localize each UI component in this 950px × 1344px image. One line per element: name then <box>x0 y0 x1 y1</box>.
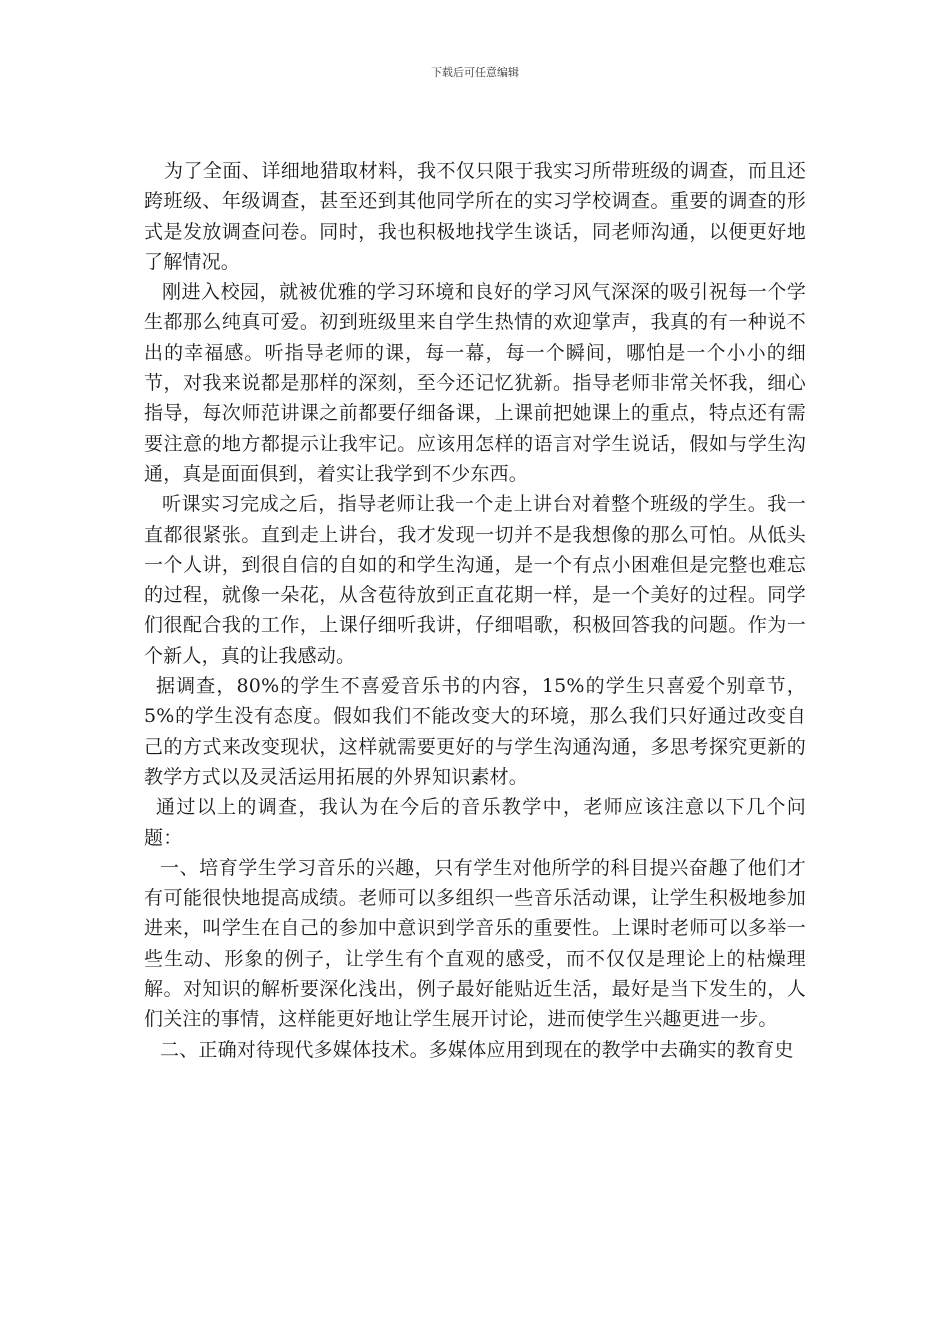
paragraph-point-one: 一、培育学生学习音乐的兴趣，只有学生对他所学的科目提兴奋趣了他们才有可能很快地提高成绩。老师可以多组织一些音乐活动课，让学生积极地参加进来，叫学生在自己的参加中意识到学音乐的重要性。上课时老师可以多举一些生动、形象的例子，让学生有个直观的感受，而不仅仅是理论上的枯燥理解。对知识的解析要深化浅出，例子最好能贴近生活，最好是当下发生的，人们关注的事情，这样能更好地让学生展开讨论，进而使学生兴趣更进一步。 <box>144 856 806 1031</box>
paragraph-conclusion-intro: 通过以上的调查，我认为在今后的音乐教学中，老师应该注意以下几个问题： <box>144 796 806 849</box>
paragraph-point-two: 二、正确对待现代多媒体技术。多媒体应用到现在的教学中去确实的教育史 <box>160 1038 794 1061</box>
document-body <box>144 156 806 1065</box>
paragraph-teaching-practice: 听课实习完成之后，指导老师让我一个走上讲台对着整个班级的学生。我一直都很紧张。直到走上讲台，我才发现一切并不是我想像的那么可怕。从低头一个人讲，到很自信的自如的和学生沟通，是一个有点小困难但是完整也难忘的过程，就像一朵花，从含苞待放到正直花期一样，是一个美好的过程。同学们很配合我的工作，上课仔细听我讲，仔细唱歌，积极回答我的问题。作为一个新人，真的让我感动。 <box>144 493 806 667</box>
paragraph-survey-method: 为了全面、详细地猎取材料，我不仅只限于我实习所带班级的调查，而且还跨班级、年级调查，甚至还到其他同学所在的实习学校调查。重要的调查的形式是发放调查问卷。同时，我也积极地找学生谈话，同老师沟通，以便更好地了解情况。 <box>144 160 806 273</box>
paragraph-campus-impression: 刚进入校园，就被优雅的学习环境和良好的学习风气深深的吸引祝每一个学生都那么纯真可爱。初到班级里来自学生热情的欢迎掌声，我真的有一种说不出的幸福感。听指导老师的课，每一幕，每一个瞬间，哪怕是一个小小的细节，对我来说都是那样的深刻，至今还记忆犹新。指导老师非常关怀我，细心指导，每次师范讲课之前都要仔细备课，上课前把她课上的重点，特点还有需要注意的地方都提示让我牢记。应该用怎样的语言对学生说话，假如与学生沟通，真是面面俱到，着实让我学到不少东西。 <box>144 281 806 485</box>
page-header: 下载后可任意编辑 <box>431 66 519 79</box>
paragraph-survey-results: 据调查，80%的学生不喜爱音乐书的内容，15%的学生只喜爱个别章节，5%的学生没有态度。假如我们不能改变大的环境，那么我们只好通过改变自己的方式来改变现状，这样就需要更好的与学生沟通沟通，多思考探究更新的教学方式以及灵活运用拓展的外界知识素材。 <box>144 675 806 788</box>
